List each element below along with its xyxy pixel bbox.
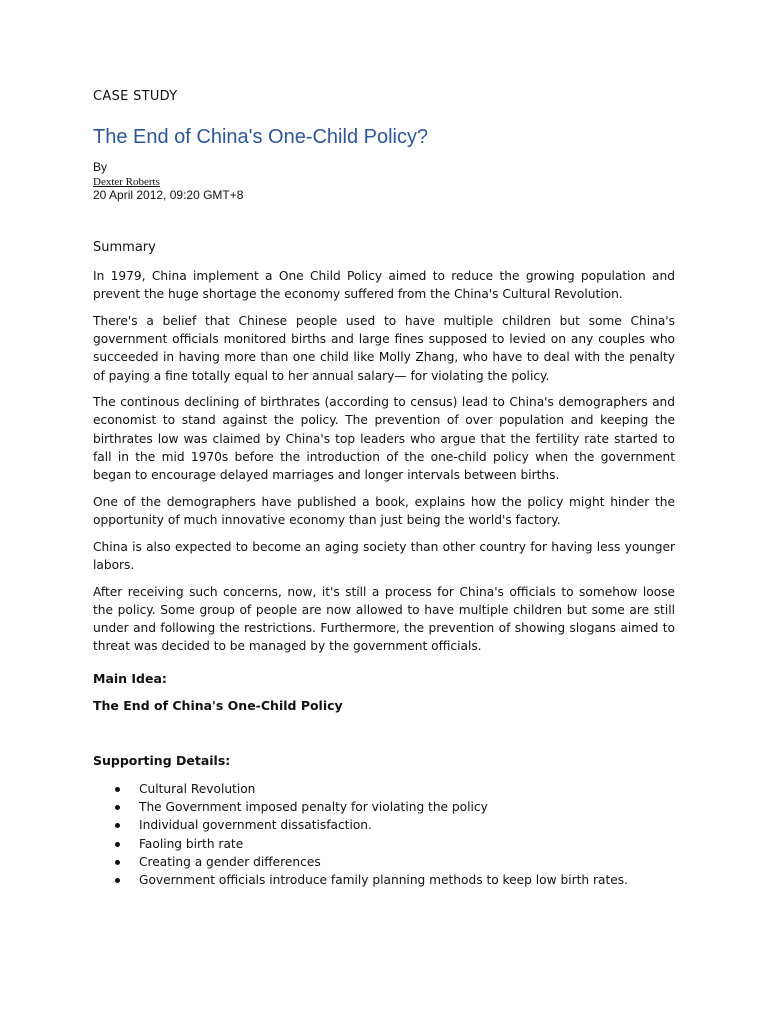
list-item: [115, 835, 628, 853]
list-item-text: Government officials introduce family planning methods to keep low birth rates.: [139, 873, 628, 888]
list-item: [115, 871, 628, 889]
article-title: The End of China's One-Child Policy?: [93, 126, 429, 148]
bullet-icon: [115, 805, 120, 810]
list-item: [115, 798, 628, 816]
list-item-text: Faoling birth rate: [139, 836, 244, 851]
bullet-icon: [115, 823, 120, 828]
bullet-icon: [115, 878, 120, 883]
summary-paragraph: The continous declining of birthrates (according to census) lead to China's demographers and economist to stand against the policy. The prevention of over population and keeping the birthrates low was claimed by China's top leaders who argue that the fertility rate started to fall in the mid 1970s before the introduction of the one-child policy when the government began to encourage delayed marriages and longer intervals between births.: [93, 395, 675, 483]
summary-paragraph: After receiving such concerns, now, it's still a process for China's officials to somehow loose the policy. Some group of people are now allowed to have multiple children but some are still under and following the restrictions. Furthermore, the prevention of showing slogans aimed to threat was decided to be managed by the government officials.: [93, 584, 675, 654]
case-study-label: CASE STUDY: [93, 89, 178, 104]
bullet-icon: [115, 787, 120, 792]
list-item: [115, 780, 628, 798]
summary-paragraph: In 1979, China implement a One Child Policy aimed to reduce the growing population and prevent the huge shortage the economy suffered from the China's Cultural Revolution.: [93, 269, 675, 302]
summary-paragraph: China is also expected to become an aging society than other country for having less younger labors.: [93, 539, 675, 572]
main-idea-text: The End of China's One-Child Policy: [93, 698, 343, 713]
publication-date: 20 April 2012, 09:20 GMT+8: [93, 188, 244, 202]
summary-body: [93, 267, 675, 664]
bullet-icon: [115, 860, 120, 865]
bullet-icon: [115, 842, 120, 847]
byline-prefix: By: [93, 160, 108, 174]
list-item-text: The Government imposed penalty for violating the policy: [139, 800, 488, 815]
summary-paragraph: One of the demographers have published a book, explains how the policy might hinder the opportunity of much innovative economy than just being the world's factory.: [93, 494, 675, 527]
supporting-details-heading: Supporting Details:: [93, 753, 231, 768]
list-item: [115, 853, 628, 871]
supporting-details-list: [115, 780, 628, 889]
summary-paragraph: There's a belief that Chinese people used to have multiple children but some China's government officials monitored births and large fines supposed to levied on any couples who succeeded in having more than one child like Molly Zhang, who have to deal with the penalty of paying a fine totally equal to her annual salary— for violating the policy.: [93, 313, 675, 383]
author-link[interactable]: Dexter Roberts: [93, 176, 160, 188]
main-idea-heading: Main Idea:: [93, 671, 167, 686]
list-item: [115, 816, 628, 834]
list-item-text: Creating a gender differences: [139, 854, 321, 869]
list-item-text: Cultural Revolution: [139, 782, 256, 796]
list-item-text: Individual government dissatisfaction.: [139, 818, 372, 833]
summary-heading: Summary: [93, 240, 156, 255]
